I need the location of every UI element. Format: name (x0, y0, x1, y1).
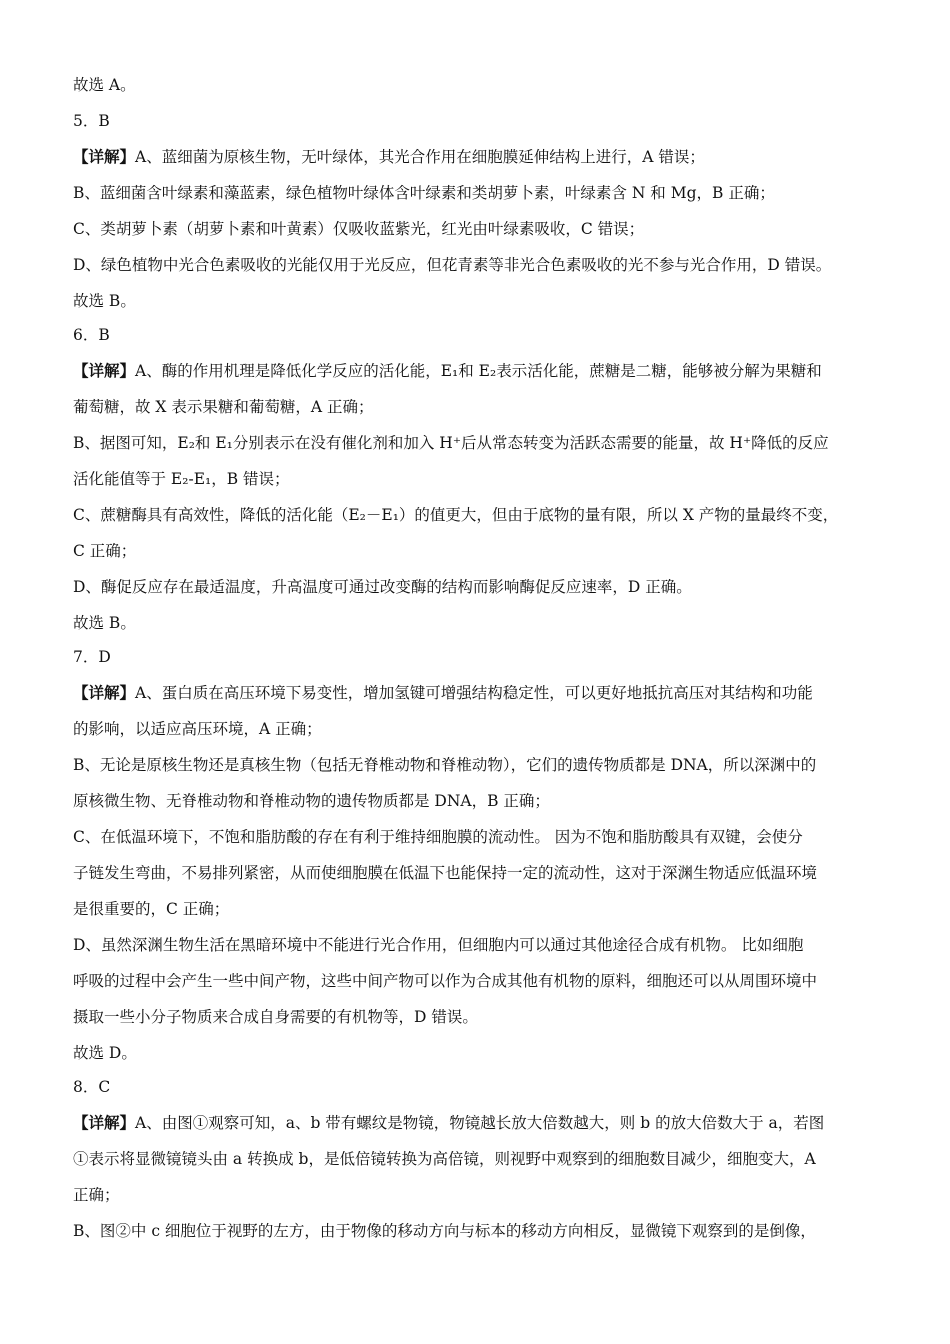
conclusion-line: 故选 B。 (73, 292, 136, 310)
explanation-line: 子链发生弯曲，不易排列紧密，从而使细胞膜在低温下也能保持一定的流动性，这对于深渊生物适应低温环境 (73, 864, 818, 882)
question-answer: 8．C (73, 1078, 111, 1096)
conclusion-line: 故选 D。 (73, 1044, 137, 1062)
explanation-line: 葡萄糖，故 X 表示果糖和葡萄糖，A 正确； (73, 398, 374, 416)
explanation-line: ①表示将显微镜镜头由 a 转换成 b，是低倍镜转换为高倍镜，则视野中观察到的细胞数目减少，细胞变大，A (73, 1150, 816, 1168)
explanation-line: 呼吸的过程中会产生一些中间产物，这些中间产物可以作为合成其他有机物的原料，细胞还可以从周围环境中 (73, 972, 818, 990)
conclusion-line: 故选 A。 (73, 76, 136, 94)
explanation-tag: 【详解】 (73, 147, 136, 166)
explanation-text: A、酶的作用机理是降低化学反应的活化能，E₁和 E₂表示活化能，蔗糖是二糖，能够被分解为果糖和 (135, 362, 822, 380)
explanation-line (73, 683, 883, 703)
question-answer: 7．D (73, 648, 111, 666)
explanation-line (73, 361, 883, 381)
explanation-tag: 【详解】 (73, 683, 136, 702)
explanation-line: B、图②中 c 细胞位于视野的左方，由于物像的移动方向与标本的移动方向相反，显微镜下观察到的是倒像， (73, 1222, 816, 1240)
explanation-line: C、在低温环境下，不饱和脂肪酸的存在有利于维持细胞膜的流动性。 因为不饱和脂肪酸具有双键，会使分 (73, 828, 803, 846)
explanation-line: 摄取一些小分子物质来合成自身需要的有机物等，D 错误。 (73, 1008, 478, 1026)
explanation-line: 是很重要的，C 正确； (73, 900, 230, 918)
explanation-line: B、无论是原核生物还是真核生物（包括无脊椎动物和脊椎动物），它们的遗传物质都是 DNA，所以深渊中的 (73, 756, 817, 774)
explanation-line: C、蔗糖酶具有高效性，降低的活化能（E₂－E₁）的值更大，但由于底物的量有限，所以 X 产物的量最终不变， (73, 506, 839, 524)
explanation-line: D、虽然深渊生物生活在黑暗环境中不能进行光合作用，但细胞内可以通过其他途径合成有机物。 比如细胞 (73, 936, 804, 954)
explanation-line: C 正确； (73, 542, 137, 560)
explanation-line: C、类胡萝卜素（胡萝卜素和叶黄素）仅吸收蓝紫光，红光由叶绿素吸收，C 错误； (73, 220, 645, 238)
question-answer: 6．B (73, 326, 110, 344)
explanation-line: D、绿色植物中光合色素吸收的光能仅用于光反应，但花青素等非光合色素吸收的光不参与光合作用，D 错误。 (73, 256, 832, 274)
explanation-line (73, 147, 883, 167)
explanation-tag: 【详解】 (73, 361, 136, 380)
conclusion-line: 故选 B。 (73, 614, 136, 632)
explanation-line: B、据图可知，E₂和 E₁分别表示在没有催化剂和加入 H⁺后从常态转变为活跃态需要的能量，故 H⁺降低的反应 (73, 434, 829, 452)
explanation-line: 的影响，以适应高压环境，A 正确； (73, 720, 322, 738)
explanation-line: B、蓝细菌含叶绿素和藻蓝素，绿色植物叶绿体含叶绿素和类胡萝卜素，叶绿素含 N 和 Mg，B 正确； (73, 184, 775, 202)
explanation-line: 原核微生物、无脊椎动物和脊椎动物的遗传物质都是 DNA，B 正确； (73, 792, 550, 810)
explanation-line (73, 1113, 883, 1133)
explanation-line: 正确； (73, 1186, 120, 1204)
question-answer: 5．B (73, 112, 110, 130)
explanation-text: A、蓝细菌为原核生物，无叶绿体，其光合作用在细胞膜延伸结构上进行，A 错误； (135, 148, 705, 166)
explanation-text: A、蛋白质在高压环境下易变性，增加氢键可增强结构稳定性，可以更好地抵抗高压对其结构和功能 (135, 684, 813, 702)
explanation-line: 活化能值等于 E₂-E₁，B 错误； (73, 470, 290, 488)
explanation-line: D、酶促反应存在最适温度，升高温度可通过改变酶的结构而影响酶促反应速率，D 正确。 (73, 578, 692, 596)
explanation-tag: 【详解】 (73, 1113, 136, 1132)
explanation-text: A、由图①观察可知，a、b 带有螺纹是物镜，物镜越长放大倍数越大，则 b 的放大倍数大于 a，若图 (135, 1114, 825, 1132)
